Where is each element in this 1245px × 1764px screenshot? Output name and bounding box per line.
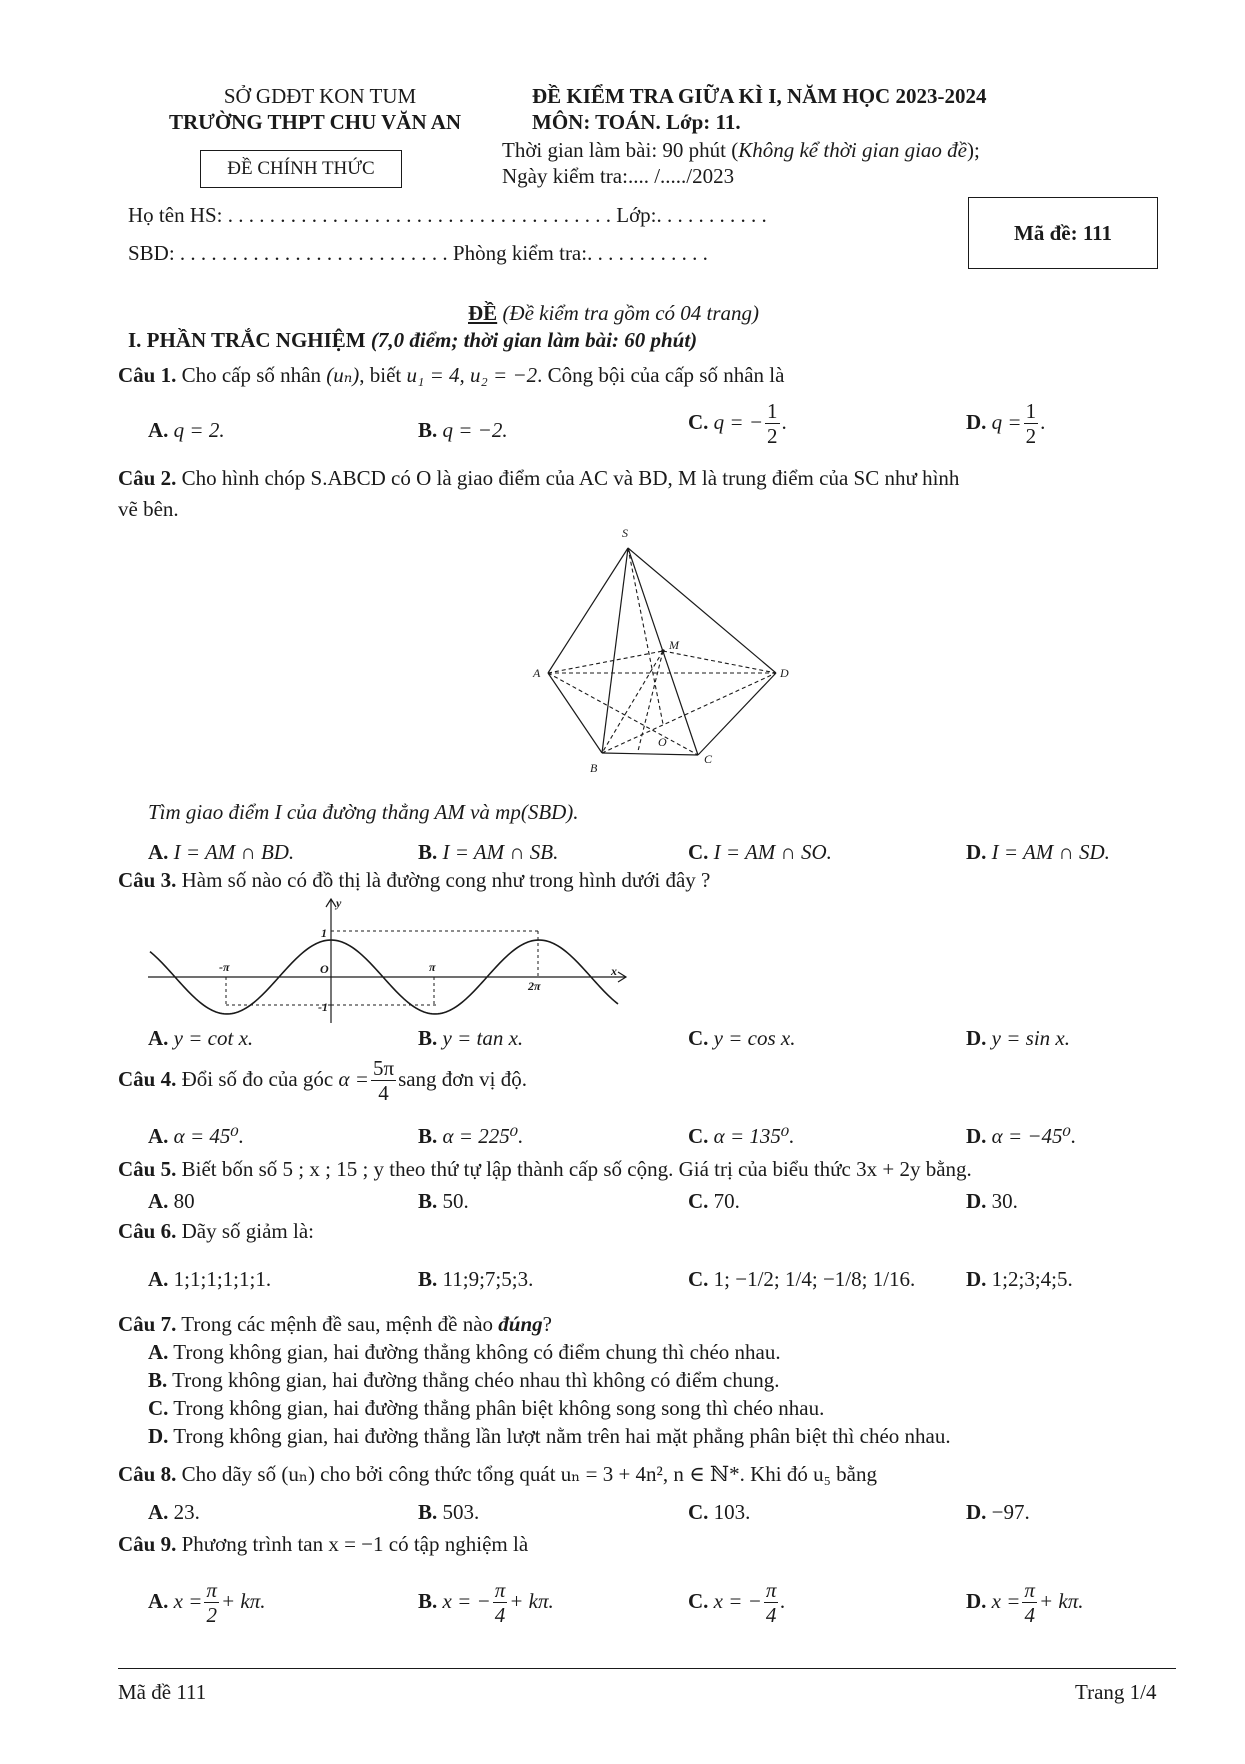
q5-stem — [118, 1157, 972, 1182]
q6-option-a — [148, 1267, 271, 1292]
option-label: B. — [418, 1124, 438, 1148]
option-text: Trong không gian, hai đường thẳng lần lượt nằm trên hai mặt phẳng phân biệt thì chéo nhau. — [173, 1424, 951, 1448]
frac-num: π — [1024, 1578, 1035, 1602]
option-text: y = sin x. — [991, 1026, 1070, 1050]
option-label: D. — [966, 840, 987, 864]
option-label: D. — [966, 1026, 987, 1050]
q7-option-b — [148, 1368, 779, 1393]
option-label: D. — [966, 1189, 987, 1213]
exam-code-box — [968, 197, 1158, 269]
frac-num: π — [765, 1578, 777, 1602]
q4-option-c — [688, 1124, 795, 1149]
q3-text: Hàm số nào có đồ thị là đường cong như trong hình dưới đây ? — [181, 868, 711, 892]
exam-code-text: Mã đề: 111 — [1014, 221, 1112, 245]
frac-num: 5π — [372, 1056, 395, 1080]
tick-neg-one: -1 — [318, 1000, 328, 1014]
q8-option-c — [688, 1500, 750, 1525]
q7-emph: đúng — [498, 1312, 543, 1336]
tick-two-pi: 2π — [528, 979, 541, 993]
option-text: 1;2;3;4;5. — [991, 1267, 1073, 1291]
q2-stem-cont: vẽ bên. — [118, 497, 179, 521]
option-label: B. — [418, 1500, 438, 1524]
option-label: A. — [148, 1124, 169, 1148]
option-text: 1;1;1;1;1;1. — [173, 1267, 272, 1291]
q4-text: Đổi số đo của góc — [181, 1066, 334, 1091]
subject-line: MÔN: TOÁN. Lớp: 11. — [532, 110, 741, 134]
option-text: Trong không gian, hai đường thẳng không có điểm chung thì chéo nhau. — [173, 1340, 781, 1364]
footer-page: Trang 1/4 — [1075, 1680, 1157, 1704]
q8-option-d — [966, 1500, 1030, 1525]
option-text: α = −45⁰. — [991, 1124, 1077, 1148]
option-label: B. — [418, 840, 438, 864]
q2-text: Cho hình chóp S.ABCD có O là giao điểm của AC và BD, M là trung điểm của SC như hình — [181, 466, 960, 490]
q9-option-d — [966, 1580, 1083, 1626]
option-label: B. — [418, 1026, 438, 1050]
option-text: 11;9;7;5;3. — [442, 1267, 534, 1291]
time-note: Không kể thời gian giao đề — [738, 138, 967, 162]
frac-num: π — [494, 1578, 506, 1602]
tick-pi: π — [429, 960, 436, 974]
q7-stem — [118, 1312, 552, 1337]
option-label: A. — [148, 418, 169, 442]
option-label: C. — [688, 1500, 709, 1524]
q1-option-a — [148, 418, 225, 443]
student-name-line: Họ tên HS: . . . . . . . . . . . . . . . . . . . . . . . . . . . . . . . . . . . . . Lớp:. . . . . . . . . . . — [128, 203, 767, 227]
q1-option-d: D. q = $\frac{1}{2}$ . — [966, 399, 1046, 448]
q5-option-b — [418, 1189, 469, 1214]
axis-x-label: x — [611, 964, 617, 978]
q4-alpha: α = — [338, 1066, 369, 1091]
q9-text: Phương trình tan x = −1 có tập nghiệm là — [181, 1532, 529, 1556]
q1-seq: (uₙ) — [326, 363, 360, 387]
option-label: D. — [966, 1124, 987, 1148]
label-D: D — [780, 666, 789, 680]
frac-den: 2 — [767, 424, 778, 448]
option-text-post: + kπ. — [220, 1588, 266, 1613]
option-text: 70. — [713, 1189, 740, 1213]
q2-stem — [118, 466, 959, 491]
q9-option-a — [148, 1580, 265, 1626]
frac-den: 4 — [378, 1081, 389, 1105]
exam-date: Ngày kiểm tra:.... /...../2023 — [502, 164, 735, 188]
option-text: q = − — [713, 409, 764, 434]
q6-label: Câu 6. — [118, 1219, 177, 1243]
dept-name: SỞ GDĐT KON TUM — [223, 84, 417, 108]
q4-option-b — [418, 1124, 523, 1149]
axis-y-label: y — [336, 896, 342, 910]
q4-option-a — [148, 1124, 244, 1149]
option-label: C. — [148, 1396, 169, 1420]
q1-text: Cho cấp số nhân — [181, 363, 322, 387]
frac-num: π — [206, 1578, 217, 1602]
option-text: 80 — [173, 1189, 195, 1213]
q9-option-c — [688, 1580, 786, 1626]
option-text: I = AM ∩ SO. — [713, 840, 832, 864]
option-text: 30. — [991, 1189, 1018, 1213]
option-label: C. — [688, 1267, 709, 1291]
de-title: ĐỀ — [468, 301, 498, 325]
option-text: Trong không gian, hai đường thẳng phân biệt không song song thì chéo nhau. — [173, 1396, 825, 1420]
section-title: I. PHẦN TRẮC NGHIỆM — [128, 328, 366, 352]
origin-label: O — [320, 962, 329, 976]
q7-text-2: ? — [542, 1312, 552, 1336]
q3-option-d — [966, 1026, 1070, 1051]
option-label: C. — [688, 1124, 709, 1148]
option-text-post: . — [780, 1588, 786, 1613]
q4-stem — [118, 1058, 527, 1104]
frac-num: 1 — [767, 399, 778, 423]
q3-stem — [118, 868, 710, 893]
option-label: D. — [966, 409, 987, 434]
q7-option-c — [148, 1396, 824, 1421]
option-label: A. — [148, 1588, 169, 1613]
option-label: C. — [688, 1588, 709, 1613]
q3-option-b — [418, 1026, 523, 1051]
option-text: q = −2. — [442, 418, 508, 442]
option-label: A. — [148, 1189, 169, 1213]
de-note: (Đề kiểm tra gồm có 04 trang) — [502, 301, 760, 325]
time-prefix: Thời gian làm bài: 90 phút ( — [502, 138, 739, 162]
option-text: I = AM ∩ SD. — [991, 840, 1110, 864]
option-text: y = cot x. — [173, 1026, 254, 1050]
q2-label: Câu 2. — [118, 466, 177, 490]
q5-text: Biết bốn số 5 ; x ; 15 ; y theo thứ tự lập thành cấp số cộng. Giá trị của biểu thức 3x + 2y bằng. — [181, 1157, 972, 1181]
q2-option-c — [688, 840, 832, 865]
q9-option-b — [418, 1580, 554, 1626]
q7-option-a — [148, 1340, 781, 1365]
option-label: D. — [966, 1588, 987, 1613]
option-label: B. — [418, 418, 438, 442]
q2-prompt: Tìm giao điểm I của đường thẳng AM và mp(SBD). — [148, 800, 579, 824]
option-label: B. — [418, 1588, 438, 1613]
time-suffix: ); — [967, 138, 980, 162]
option-label: D. — [966, 1500, 987, 1524]
q4-option-d — [966, 1124, 1076, 1149]
option-label: B. — [418, 1267, 438, 1291]
label-A: A — [533, 666, 541, 680]
school-name: TRƯỜNG THPT CHU VĂN AN — [168, 110, 462, 134]
q1-option-b — [418, 418, 508, 443]
q6-stem — [118, 1219, 314, 1244]
tick-one: 1 — [321, 926, 327, 940]
tick-neg-pi: -π — [219, 960, 230, 974]
option-text: 103. — [713, 1500, 751, 1524]
option-text: I = AM ∩ SB. — [442, 840, 559, 864]
option-text: x = — [991, 1588, 1021, 1613]
q9-label: Câu 9. — [118, 1532, 177, 1556]
option-text: α = 225⁰. — [442, 1124, 524, 1148]
time-line — [502, 138, 980, 163]
exam-title: ĐỀ KIỂM TRA GIỮA KÌ I, NĂM HỌC 2023-2024 — [532, 84, 987, 108]
label-C: C — [704, 752, 713, 766]
option-text: q = 2. — [173, 418, 225, 442]
frac-den: 4 — [1024, 1603, 1035, 1627]
q4-text-2: sang đơn vị độ. — [398, 1066, 527, 1091]
q1-given: u₁ = 4, u₂ = −2 — [406, 363, 538, 387]
option-label: C. — [688, 840, 709, 864]
option-text: −97. — [991, 1500, 1030, 1524]
option-text: x = − — [713, 1588, 762, 1613]
label-S: S — [622, 526, 628, 540]
q8-text: Cho dãy số (uₙ) cho bởi công thức tổng quát uₙ = 3 + 4n², n ∈ ℕ*. Khi đó u₅ bằng — [181, 1462, 877, 1486]
q5-option-c — [688, 1189, 740, 1214]
option-label: C. — [688, 1026, 709, 1050]
q7-option-d — [148, 1424, 951, 1449]
q5-option-d — [966, 1189, 1018, 1214]
section-heading — [128, 328, 697, 353]
q2-option-b — [418, 840, 558, 865]
q3-option-c — [688, 1026, 795, 1051]
q6-text: Dãy số giảm là: — [181, 1219, 314, 1243]
option-text-post: + kπ. — [509, 1588, 554, 1613]
trig-graph — [148, 895, 628, 1025]
q6-option-c — [688, 1267, 915, 1292]
footer-rule — [118, 1668, 1176, 1669]
q3-option-a — [148, 1026, 253, 1051]
q8-option-b — [418, 1500, 479, 1525]
frac-num: 1 — [1025, 399, 1037, 423]
frac-den: 2 — [1025, 424, 1037, 448]
option-text: 503. — [442, 1500, 480, 1524]
q3-label: Câu 3. — [118, 868, 177, 892]
option-text: 50. — [442, 1189, 469, 1213]
section-note: (7,0 điểm; thời gian làm bài: 60 phút) — [370, 328, 698, 352]
q7-label: Câu 7. — [118, 1312, 177, 1336]
frac-den: 4 — [494, 1603, 506, 1627]
q1-option-c: C. q = − $\frac{1}{2}$ . — [688, 399, 787, 448]
option-label: D. — [148, 1424, 169, 1448]
option-label: A. — [148, 1500, 169, 1524]
frac-den: 2 — [206, 1603, 217, 1627]
de-line — [468, 301, 759, 326]
official-stamp-text: ĐỀ CHÍNH THỨC — [227, 158, 375, 179]
label-M: M — [669, 638, 679, 652]
q1-label: Câu 1. — [118, 363, 177, 387]
q4-label: Câu 4. — [118, 1066, 177, 1091]
option-text: α = 135⁰. — [713, 1124, 795, 1148]
q5-option-a — [148, 1189, 195, 1214]
q2-option-a — [148, 840, 294, 865]
q8-label: Câu 8. — [118, 1462, 177, 1486]
sbd-line: SBD: . . . . . . . . . . . . . . . . . . . . . . . . . . Phòng kiểm tra:. . . . . . . . . . . . — [128, 241, 708, 265]
q8-option-a — [148, 1500, 200, 1525]
option-label: D. — [966, 1267, 987, 1291]
option-text: y = tan x. — [442, 1026, 524, 1050]
option-text: x = — [173, 1588, 203, 1613]
label-O: O — [658, 735, 667, 749]
q8-stem — [118, 1462, 877, 1487]
option-text: q = — [991, 409, 1022, 434]
option-label: C. — [688, 409, 709, 434]
q1-text-2: , biết — [359, 363, 402, 387]
label-B: B — [590, 761, 598, 775]
option-label: C. — [688, 1189, 709, 1213]
option-text: 1; −1/2; 1/4; −1/8; 1/16. — [713, 1267, 916, 1291]
footer-code: Mã đề 111 — [118, 1680, 207, 1704]
q6-option-d — [966, 1267, 1073, 1292]
option-label: A. — [148, 1340, 169, 1364]
option-label: A. — [148, 840, 169, 864]
option-text: Trong không gian, hai đường thẳng chéo nhau thì không có điểm chung. — [172, 1368, 780, 1392]
option-text: 23. — [173, 1500, 200, 1524]
option-text: α = 45⁰. — [173, 1124, 245, 1148]
q6-option-b — [418, 1267, 533, 1292]
official-stamp-box — [200, 150, 402, 188]
q7-text: Trong các mệnh đề sau, mệnh đề nào — [181, 1312, 494, 1336]
option-text-post: + kπ. — [1038, 1588, 1084, 1613]
q1-stem — [118, 363, 784, 388]
q5-label: Câu 5. — [118, 1157, 177, 1181]
option-text: x = − — [442, 1588, 491, 1613]
q1-text-3: . Công bội của cấp số nhân là — [537, 363, 785, 387]
option-label: B. — [148, 1368, 168, 1392]
q9-stem — [118, 1532, 528, 1557]
q2-option-d — [966, 840, 1110, 865]
option-text: y = cos x. — [713, 1026, 796, 1050]
option-label: A. — [148, 1026, 169, 1050]
option-label: B. — [418, 1189, 438, 1213]
option-label: A. — [148, 1267, 169, 1291]
option-text: I = AM ∩ BD. — [173, 840, 295, 864]
pyramid-figure — [530, 525, 790, 785]
frac-den: 4 — [765, 1603, 777, 1627]
